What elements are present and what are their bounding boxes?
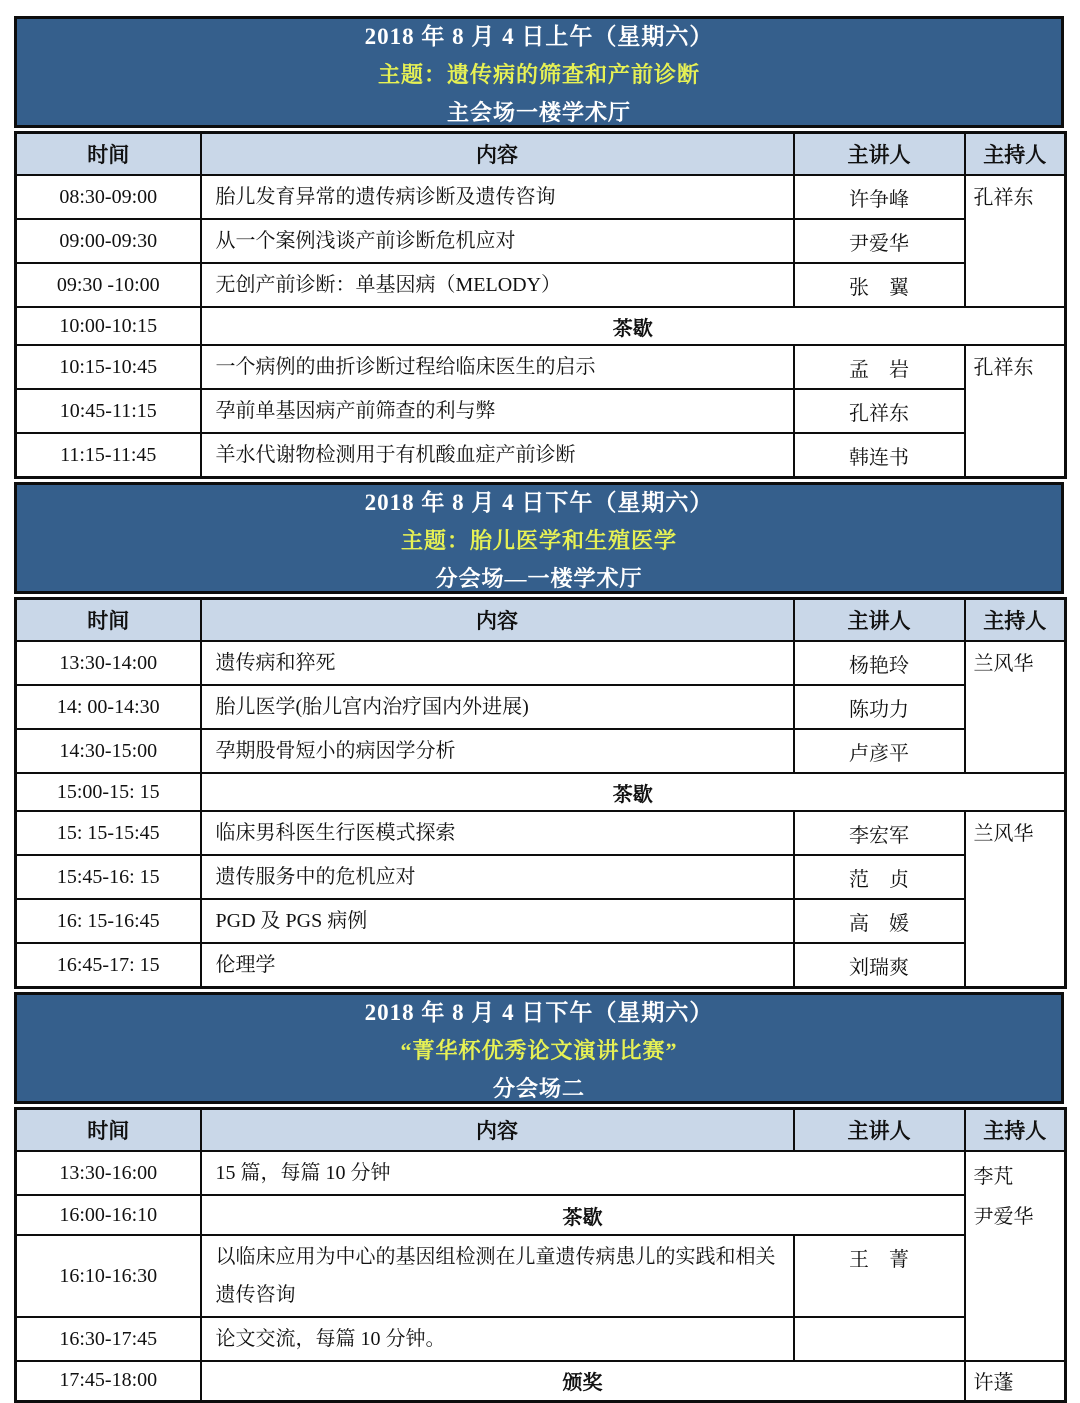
- column-header-host: 主持人: [965, 599, 1066, 642]
- schedule-row: [16, 811, 1066, 855]
- host-cell: [965, 1151, 1066, 1361]
- time-cell: 16: 15-16:45: [16, 899, 201, 943]
- schedule-table-paper-contest: [14, 1107, 1067, 1403]
- column-header-content: 内容: [201, 1109, 794, 1152]
- time-cell: 17:45-18:00: [16, 1361, 201, 1401]
- session-banner: [14, 16, 1064, 128]
- speaker-cell: 孟 岩: [794, 345, 965, 389]
- column-header-row: [16, 133, 1066, 176]
- speaker-cell: 杨艳玲: [794, 641, 965, 685]
- column-header-speaker: 主讲人: [794, 599, 965, 642]
- session-banner: [14, 482, 1064, 594]
- schedule-row: [16, 1151, 1066, 1195]
- content-cell: 遗传服务中的危机应对: [201, 855, 794, 899]
- banner-theme: 主题：遗传病的筛查和产前诊断: [377, 61, 700, 87]
- break-cell: 茶歇: [201, 773, 1066, 811]
- schedule-table-afternoon-1: [14, 597, 1067, 989]
- time-cell: 11:15-11:45: [16, 433, 201, 478]
- time-cell: 16:45-17: 15: [16, 943, 201, 988]
- speaker-cell: 刘瑞爽: [794, 943, 965, 988]
- time-cell: 13:30-16:00: [16, 1151, 201, 1195]
- speaker-cell: 陈功力: [794, 685, 965, 729]
- banner-venue: 分会场二: [492, 1075, 585, 1101]
- content-cell: 遗传病和猝死: [201, 641, 794, 685]
- schedule-row: [16, 1317, 1066, 1361]
- time-cell: 14: 00-14:30: [16, 685, 201, 729]
- schedule-row: [16, 263, 1066, 307]
- time-cell: 10:45-11:15: [16, 389, 201, 433]
- speaker-cell: 李宏军: [794, 811, 965, 855]
- schedule-row: [16, 943, 1066, 988]
- break-row: [16, 307, 1066, 345]
- content-cell: 一个病例的曲折诊断过程给临床医生的启示: [201, 345, 794, 389]
- content-cell: 临床男科医生行医模式探索: [201, 811, 794, 855]
- column-header-time: 时间: [16, 599, 201, 642]
- speaker-cell: 王 菁: [794, 1235, 965, 1317]
- time-cell: 13:30-14:00: [16, 641, 201, 685]
- award-row: [16, 1361, 1066, 1401]
- speaker-cell: 高 媛: [794, 899, 965, 943]
- session-paper-contest: [14, 992, 1064, 1403]
- content-cell: 胎儿医学(胎儿宫内治疗国内外进展): [201, 685, 794, 729]
- time-cell: 16:00-16:10: [16, 1195, 201, 1235]
- host-cell: 孔祥东: [965, 175, 1066, 307]
- schedule-row: [16, 1235, 1066, 1317]
- column-header-content: 内容: [201, 599, 794, 642]
- break-cell: 茶歇: [201, 307, 1066, 345]
- content-cell: 无创产前诊断：单基因病（MELODY）: [201, 263, 794, 307]
- content-cell: 从一个案例浅谈产前诊断危机应对: [201, 219, 794, 263]
- content-cell: 伦理学: [201, 943, 794, 988]
- schedule-row: [16, 433, 1066, 478]
- schedule-row: [16, 899, 1066, 943]
- schedule-row: [16, 389, 1066, 433]
- schedule-row: [16, 175, 1066, 219]
- time-cell: 16:10-16:30: [16, 1235, 201, 1317]
- schedule-row: [16, 855, 1066, 899]
- time-cell: 10:15-10:45: [16, 345, 201, 389]
- speaker-cell: 卢彦平: [794, 729, 965, 773]
- time-cell: 15:00-15: 15: [16, 773, 201, 811]
- time-cell: 15: 15-15:45: [16, 811, 201, 855]
- content-cell: 论文交流，每篇 10 分钟。: [201, 1317, 794, 1361]
- schedule-row: [16, 685, 1066, 729]
- column-header-speaker: 主讲人: [794, 133, 965, 176]
- host-name: 尹爱华: [973, 1206, 1034, 1228]
- content-cell: 孕期股骨短小的病因学分析: [201, 729, 794, 773]
- schedule-row: [16, 345, 1066, 389]
- content-cell: 孕前单基因病产前筛查的利与弊: [201, 389, 794, 433]
- column-header-speaker: 主讲人: [794, 1109, 965, 1152]
- speaker-cell: 孔祥东: [794, 389, 965, 433]
- banner-venue: 分会场—一楼学术厅: [435, 565, 643, 591]
- content-cell: 羊水代谢物检测用于有机酸血症产前诊断: [201, 433, 794, 478]
- column-header-content: 内容: [201, 133, 794, 176]
- banner-theme: “菁华杯优秀论文演讲比赛”: [400, 1037, 678, 1063]
- speaker-cell: 范 贞: [794, 855, 965, 899]
- column-header-row: [16, 1109, 1066, 1152]
- break-cell: 茶歇: [201, 1195, 965, 1235]
- column-header-host: 主持人: [965, 1109, 1066, 1152]
- time-cell: 15:45-16: 15: [16, 855, 201, 899]
- schedule-row: [16, 729, 1066, 773]
- content-cell: 以临床应用为中心的基因组检测在儿童遗传病患儿的实践和相关遗传咨询: [201, 1235, 794, 1317]
- time-cell: 09:00-09:30: [16, 219, 201, 263]
- column-header-time: 时间: [16, 133, 201, 176]
- session-afternoon-1: [14, 482, 1064, 989]
- content-cell: 胎儿发育异常的遗传病诊断及遗传咨询: [201, 175, 794, 219]
- host-cell: 兰风华: [965, 641, 1066, 773]
- time-cell: 09:30 -10:00: [16, 263, 201, 307]
- speaker-cell: 张 翼: [794, 263, 965, 307]
- time-cell: 10:00-10:15: [16, 307, 201, 345]
- schedule-row: [16, 641, 1066, 685]
- banner-date: 2018 年 8 月 4 日上午（星期六）: [364, 23, 714, 49]
- host-cell: 许蓬: [965, 1361, 1066, 1401]
- column-header-time: 时间: [16, 1109, 201, 1152]
- schedule-row: [16, 219, 1066, 263]
- content-cell: PGD 及 PGS 病例: [201, 899, 794, 943]
- speaker-cell: 许争峰: [794, 175, 965, 219]
- banner-date: 2018 年 8 月 4 日下午（星期六）: [364, 999, 714, 1025]
- time-cell: 16:30-17:45: [16, 1317, 201, 1361]
- content-cell: 15 篇，每篇 10 分钟: [201, 1151, 965, 1195]
- session-banner: [14, 992, 1064, 1104]
- host-name: 李芃: [973, 1166, 1014, 1188]
- time-cell: 14:30-15:00: [16, 729, 201, 773]
- column-header-row: [16, 599, 1066, 642]
- host-cell: 兰风华: [965, 811, 1066, 988]
- banner-date: 2018 年 8 月 4 日下午（星期六）: [364, 489, 714, 515]
- column-header-host: 主持人: [965, 133, 1066, 176]
- speaker-cell: 韩连书: [794, 433, 965, 478]
- award-cell: 颁奖: [201, 1361, 965, 1401]
- break-row: [16, 1195, 1066, 1235]
- time-cell: 08:30-09:00: [16, 175, 201, 219]
- speaker-cell: 尹爱华: [794, 219, 965, 263]
- speaker-cell-empty: [794, 1317, 965, 1361]
- session-morning: [14, 16, 1064, 479]
- break-row: [16, 773, 1066, 811]
- schedule-table-morning: [14, 131, 1067, 479]
- banner-venue: 主会场一楼学术厅: [446, 99, 631, 125]
- banner-theme: 主题：胎儿医学和生殖医学: [400, 527, 677, 553]
- host-cell: 孔祥东: [965, 345, 1066, 478]
